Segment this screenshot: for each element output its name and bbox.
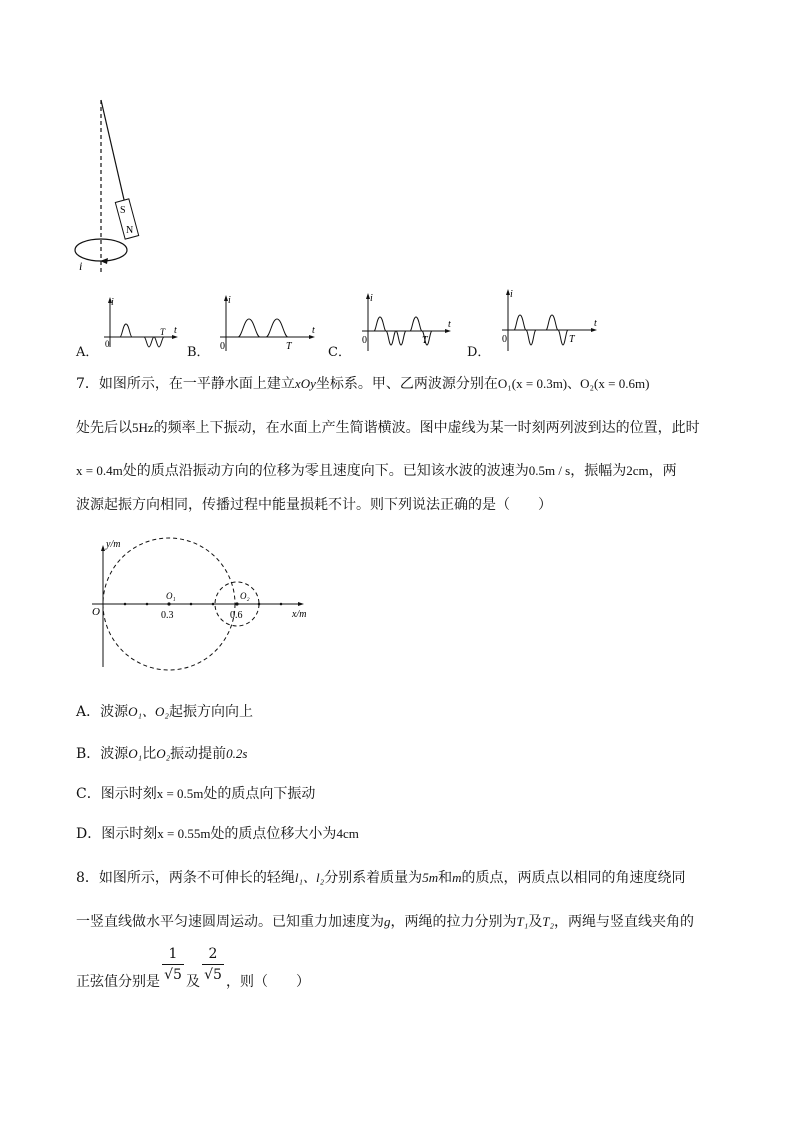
graph-c-origin: 0 xyxy=(362,335,367,346)
graph-a-origin: 0 xyxy=(105,339,110,349)
magnet-n-label: N xyxy=(126,225,134,236)
graph-d-T: T xyxy=(569,334,575,345)
graph-b-axis-i: i xyxy=(228,295,231,306)
fraction-1: 1 √5 xyxy=(162,944,184,985)
q7-line-1: 7．如图所示，在一平静水面上建立xOy坐标系。甲、乙两波源分别在O₁(x = 0.3m)、O₂(x = 0.6m) xyxy=(76,376,650,392)
q8-line-1: 8．如图所示，两条不可伸长的轻绳l₁、l₂分别系着质量为5m和m的质点，两质点以相同的角速度绕同 xyxy=(76,870,686,886)
graph-b-T: T xyxy=(286,341,292,352)
graph-d-axis-t: t xyxy=(594,318,597,329)
wave-xlabel: x/m xyxy=(292,609,307,620)
wave-o2: O₂ xyxy=(240,591,250,601)
graph-c-axis-t: t xyxy=(448,319,451,330)
wave-circles-figure xyxy=(86,535,316,675)
graph-d-origin: 0 xyxy=(502,334,507,345)
option-d-letter: D． xyxy=(467,345,491,360)
option-b-letter: B． xyxy=(187,345,210,360)
graph-options-row xyxy=(0,285,794,360)
q7-line-2: 处先后以5Hz的频率上下振动，在水面上产生简谐横波。图中虚线为某一时刻两列波到达的位置，此时 xyxy=(76,420,700,436)
wave-ylabel: y/m xyxy=(106,539,121,550)
graph-c-axis-i: i xyxy=(370,293,373,304)
q7-line-4: 波源起振方向相同，传播过程中能量损耗不计。则下列说法正确的是（ ） xyxy=(76,497,552,513)
wave-tick-06: 0.6 xyxy=(230,610,243,621)
graph-c xyxy=(356,291,456,357)
graph-a-axis-t: t xyxy=(174,325,177,336)
graph-a-T: T xyxy=(160,327,166,337)
q7-line-3: x = 0.4m处的质点沿振动方向的位移为零且速度向下。已知该水波的波速为0.5m / s，振幅为2cm，两 xyxy=(76,463,677,479)
magnet-pendulum-figure xyxy=(70,92,160,277)
q7-option-d[interactable]: D．图示时刻x = 0.55m处的质点位移大小为4cm xyxy=(76,826,359,842)
graph-a xyxy=(96,295,184,357)
graph-d xyxy=(496,287,604,357)
graph-c-T: T xyxy=(422,335,428,346)
graph-b xyxy=(212,293,322,359)
wave-origin: O xyxy=(92,606,100,618)
option-a-letter: A． xyxy=(76,345,99,360)
graph-b-axis-t: t xyxy=(312,325,315,336)
graph-a-axis-i: i xyxy=(111,297,114,308)
wave-o1: O₁ xyxy=(166,591,176,601)
fraction-2: 2 √5 xyxy=(202,944,224,985)
q7-option-b[interactable]: B．波源O₁比O₂振动提前0.2s xyxy=(76,746,248,762)
option-c-letter: C． xyxy=(328,345,351,360)
q8-line-2: 一竖直线做水平匀速圆周运动。已知重力加速度为g，两绳的拉力分别为T₁及T₂，两绳与竖直线夹角的 xyxy=(76,914,694,930)
wave-tick-03: 0.3 xyxy=(161,610,174,621)
graph-b-origin: 0 xyxy=(220,341,225,352)
magnet-s-label: S xyxy=(120,205,126,216)
q7-option-c[interactable]: C．图示时刻x = 0.5m处的质点向下振动 xyxy=(76,786,316,802)
current-i-label: i xyxy=(79,259,83,273)
q7-option-a[interactable]: A．波源O₁、O₂起振方向向上 xyxy=(76,704,253,720)
graph-d-axis-i: i xyxy=(510,289,513,300)
